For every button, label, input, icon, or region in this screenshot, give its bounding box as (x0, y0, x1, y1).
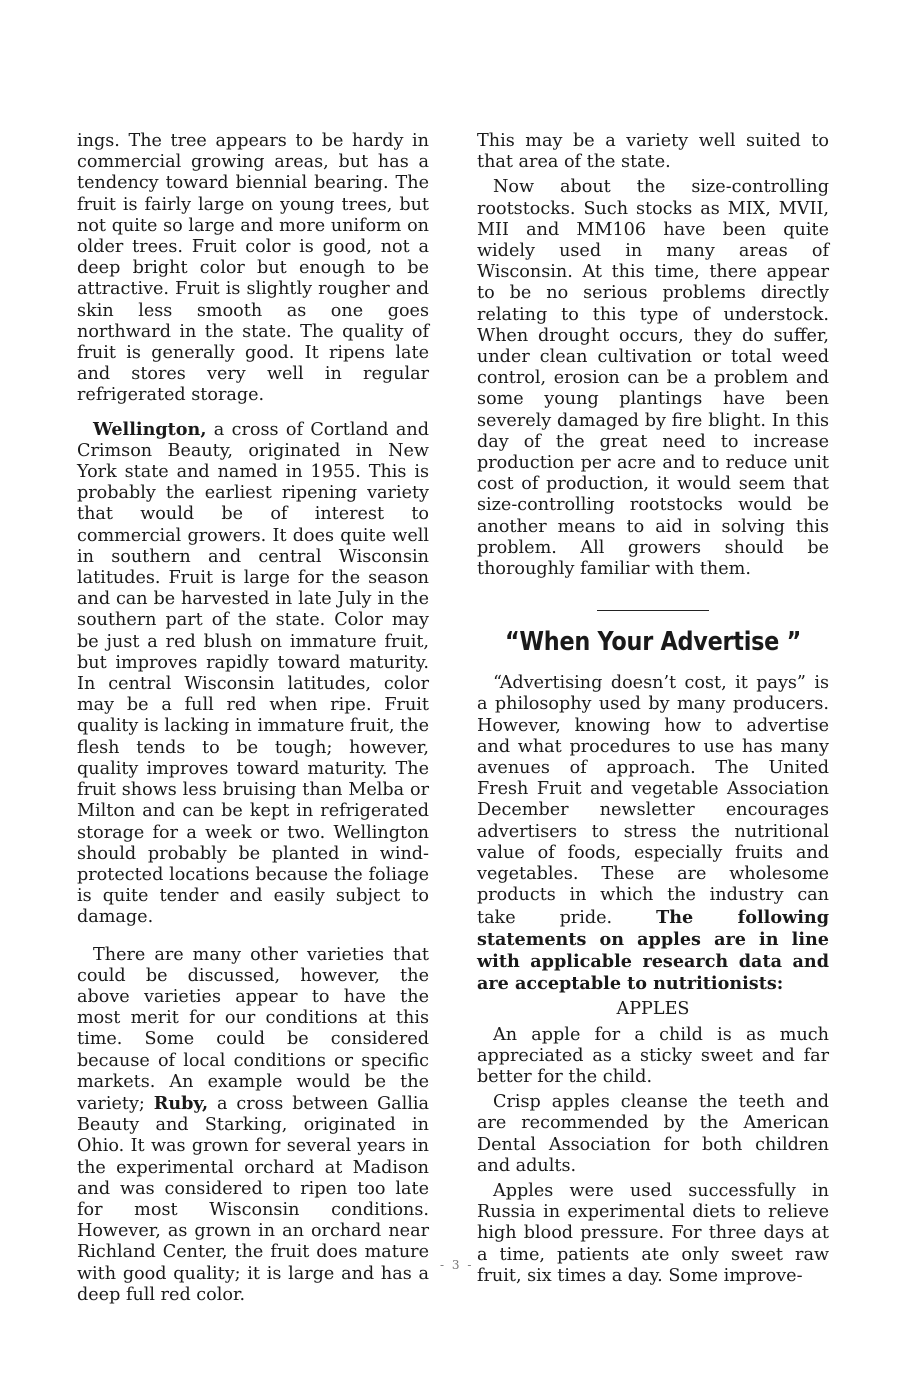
variety-name-wellington: Wellington, (93, 418, 207, 440)
paragraph-crisp-apples: Crisp apples cleanse the teeth and are recommended by the American Dental Association for both children and adults. (477, 1092, 829, 1176)
paragraph-hardy-variety: ings. The tree appears to be hardy in commercial growing areas, but has a tendency toward biennial bearing. The fruit is fairly large on young trees, but not quite so large and more uniform on older trees. Fruit color is good, not a deep bright color but enough to be attractive. Fruit is slightly rougher and skin less smooth as one goes northward in the state. The quality of fruit is generally good. It ripens late and stores very well in regular refrigerated storage. (77, 131, 429, 406)
paragraph-advertising (477, 673, 829, 995)
paragraph-variety-area: This may be a variety well suited to that area of the state. (477, 131, 829, 173)
left-column (77, 131, 429, 1310)
advertising-bold-statement: The following statements on apples are in line with applicable research data and are acceptable to nutritionists: (477, 906, 829, 995)
paragraph-apple-child: An apple for a child is as much appreciated as a sticky sweet and far better for the child. (477, 1024, 829, 1087)
right-column (477, 131, 829, 1291)
paragraph-other-varieties (77, 945, 429, 1306)
variety-name-ruby: Ruby, (153, 1092, 209, 1114)
paragraph-wellington (77, 419, 429, 929)
paragraph-russia-diets: Apples were used successfully in Russia in experimental diets to relieve high blood pressure. For three days at a time, patients ate only sweet raw fruit, six times a day. Some improve- (477, 1180, 829, 1286)
other-varieties-text-end: a cross between Gallia Beauty and Starking, originated in Ohio. It was grown for several years in the experimental orchard at Madison and was considered to ripen too late for most Wisconsin conditions. However, as grown in an orchard near Richland Center, the fruit does mature with good quality; it is large and has a deep full red color. (77, 1093, 429, 1305)
apples-subheading: APPLES (616, 999, 690, 1020)
section-divider (597, 610, 709, 611)
paragraph-rootstocks: Now about the size-controlling rootstocks. Such stocks as MIX, MVII, MII and MM106 have been quite widely used in many areas of Wisconsin. At this time, there appear to be no serious problems directly relating to this type of understock. When drought occurs, they do suffer, under clean cultivation or total weed control, erosion can be a problem and some young plantings have been severely damaged by fire blight. In this day of the great need to increase production per acre and to reduce unit cost of production, it would seem that size-controlling rootstocks would be another means to aid in solving this problem. All growers should be thoroughly familiar with them. (477, 177, 829, 580)
wellington-description: a cross of Cortland and Crimson Beauty, originated in New York state and named in 1955. This is probably the earliest ripening variety that would be of interest to commercial growers. It does quite well in southern and central Wisconsin latitudes. Fruit is large for the season and can be harvested in late July in the southern part of the state. Color may be just a red blush on immature fruit, but improves rapidly toward maturity. In central Wisconsin latitudes, color may be a full red when ripe. Fruit quality is lacking in immature fruit, the flesh tends to be tough; however, quality improves toward maturity. The fruit shows less bruising than Melba or Milton and can be kept in refrigerated storage for a week or two. Wellington should probably be planted in wind-protected locations because the foliage is quite tender and easily subject to damage. (77, 419, 429, 928)
advertising-text: “Advertising doesn’t cost, it pays” is a philosophy used by many producers. However, knowing how to advertise and what procedures to use has many avenues of approach. The United Fresh Fruit and vegetable Association December newsletter encourages advertisers to stress the nutritional value of foods, especially fruits and vegetables. These are wholesome products in which the industry can take pride. (477, 673, 829, 928)
article-headline: “When Your Advertise ” (504, 627, 802, 658)
other-varieties-text-start: There are many other varieties that could be discussed, however, the above varieties appear to have the most merit for our conditions at this time. Some could be considered because of local conditions or specific markets. An example would be the variety; (77, 944, 429, 1114)
page-number: - 3 - (440, 1258, 474, 1272)
